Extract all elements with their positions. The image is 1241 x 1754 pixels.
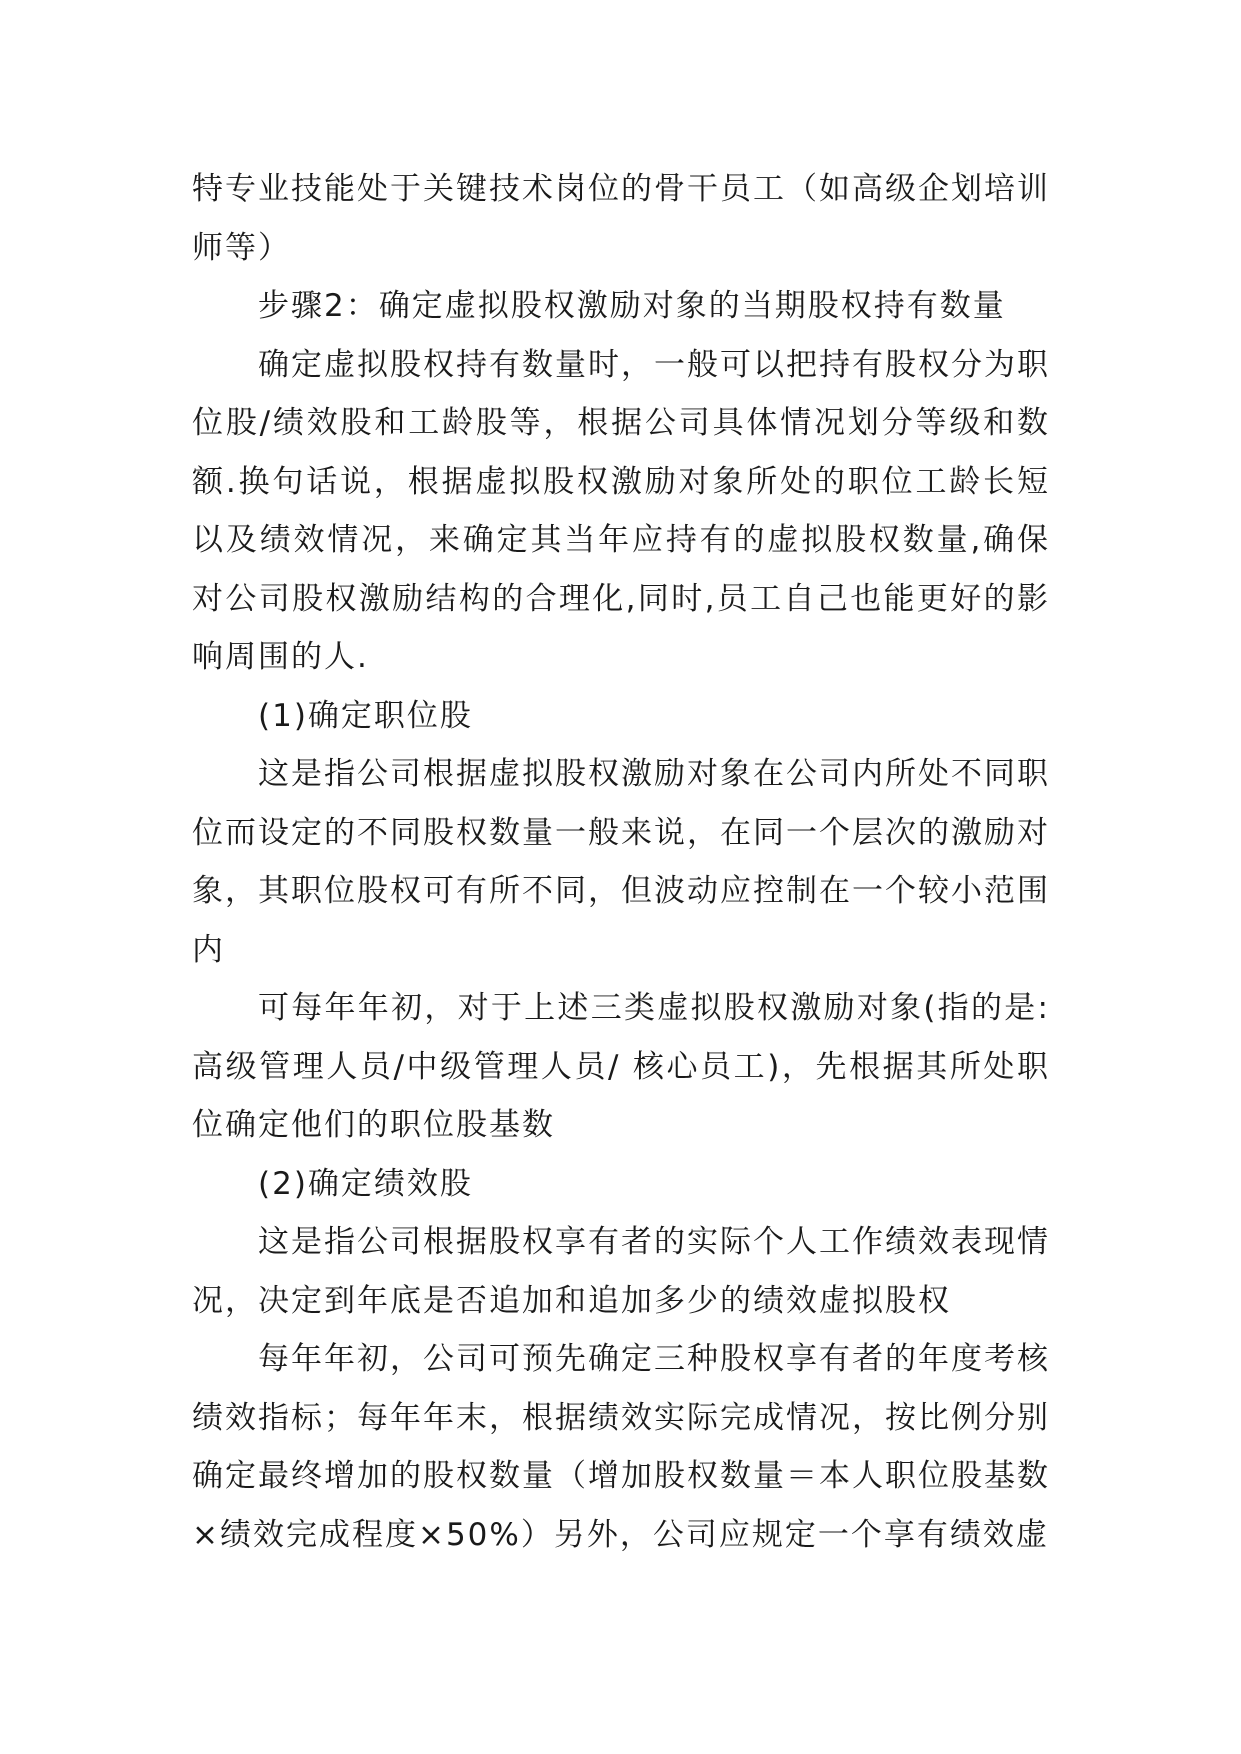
- paragraph-performance-share-assessment: 每年年初，公司可预先确定三种股权享有者的年度考核绩效指标；每年年末，根据绩效实际完成情况，按比例分别确定最终增加的股权数量（增加股权数量＝本人职位股基数×绩效完成程度×50%）另外，公司应规定一个享有绩效虚: [192, 1341, 1050, 1553]
- paragraph-performance-share-heading: (2)确定绩效股: [258, 1165, 473, 1202]
- paragraph-position-share-heading: (1)确定职位股: [258, 697, 473, 734]
- paragraph-performance-share-definition: 这是指公司根据股权享有者的实际个人工作绩效表现情况，决定到年底是否追加和追加多少的绩效虚拟股权: [192, 1224, 1050, 1319]
- paragraph-position-share-definition: 这是指公司根据虚拟股权激励对象在公司内所处不同职位而设定的不同股权数量一般来说，在同一个层次的激励对象，其职位股权可有所不同，但波动应控制在一个较小范围内: [192, 756, 1050, 968]
- paragraph-position-share-base: 可每年年初，对于上述三类虚拟股权激励对象(指的是:高级管理人员/中级管理人员/ 核心员工)，先根据其所处职位确定他们的职位股基数: [192, 990, 1050, 1143]
- document-body: [192, 160, 1050, 1564]
- paragraph-holding-quantity: 确定虚拟股权持有数量时，一般可以把持有股权分为职位股/绩效股和工龄股等，根据公司具体情况划分等级和数额.换句话说，根据虚拟股权激励对象所处的职位工龄长短以及绩效情况，来确定其当年应持有的虚拟股权数量,确保对公司股权激励结构的合理化,同时,员工自己也能更好的影响周围的人.: [192, 346, 1050, 675]
- paragraph-step-2-heading: 步骤2：确定虚拟股权激励对象的当期股权持有数量: [258, 288, 1006, 324]
- paragraph-continuation: 特专业技能处于关键技术岗位的骨干员工（如高级企划培训师等）: [192, 171, 1050, 266]
